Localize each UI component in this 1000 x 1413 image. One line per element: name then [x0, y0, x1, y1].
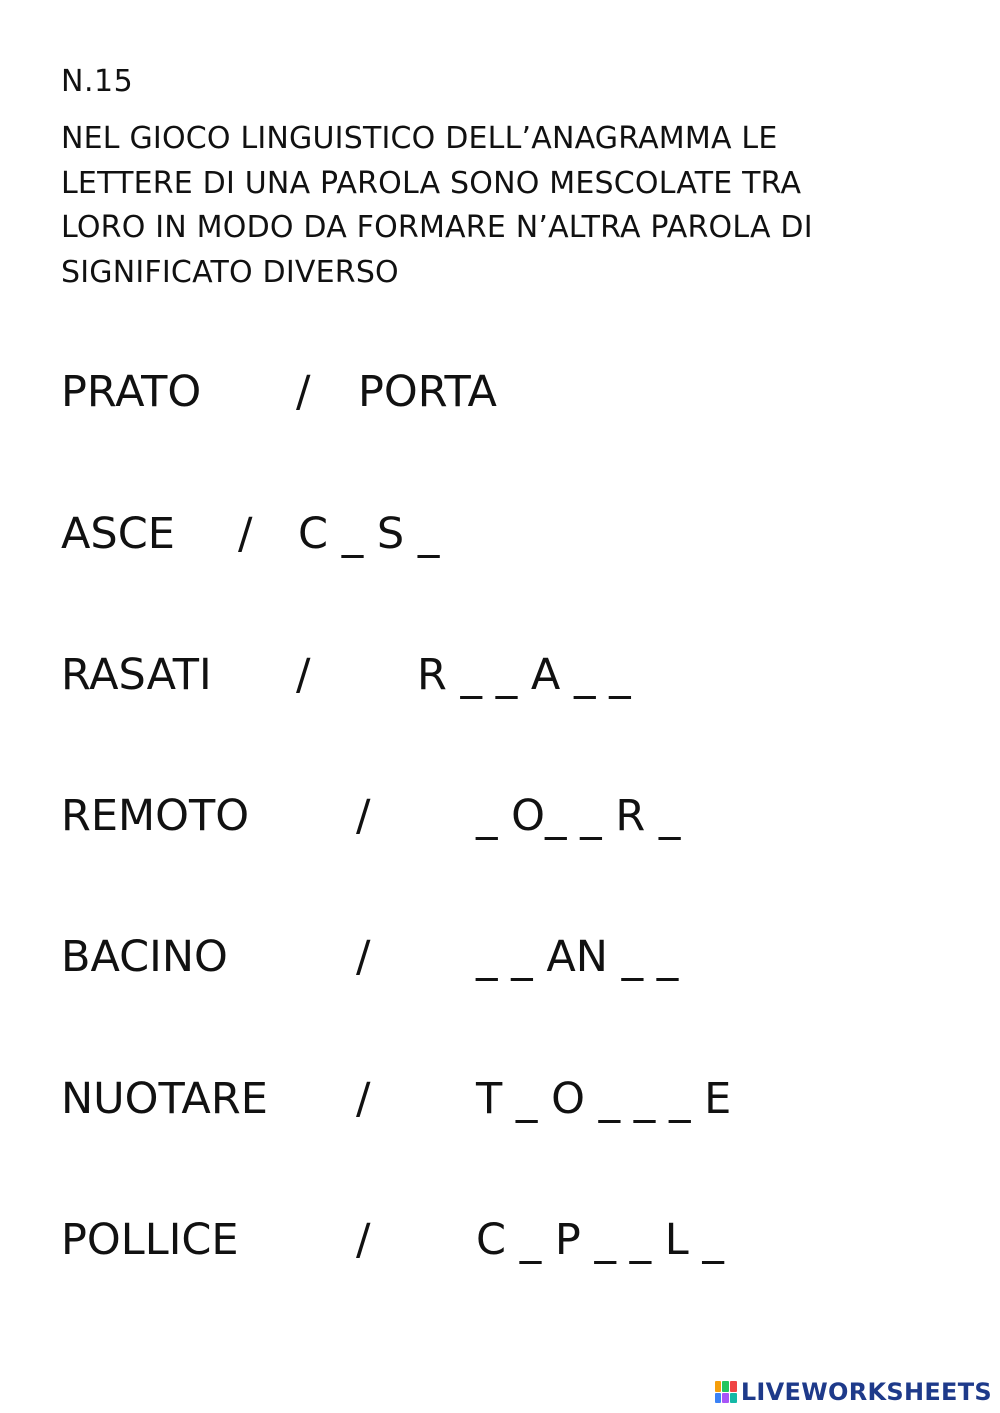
anagram-word: RASATI	[61, 650, 212, 700]
instructions-line: LORO IN MODO DA FORMARE N’ALTRA PAROLA DI	[61, 210, 813, 245]
logo-mark-cell	[730, 1381, 737, 1392]
logo-mark-cell	[722, 1393, 729, 1404]
page-number: N.15	[61, 64, 134, 99]
anagram-answer[interactable]: R _ _ A _ _	[417, 650, 631, 700]
logo-mark-cell	[715, 1393, 722, 1404]
anagram-word: NUOTARE	[61, 1074, 268, 1124]
anagram-answer[interactable]: _ O_ _ R _	[476, 791, 681, 841]
instructions-line: SIGNIFICATO DIVERSO	[61, 254, 399, 290]
separator: /	[238, 509, 253, 559]
separator: /	[356, 1215, 371, 1265]
liveworksheets-logo[interactable]	[715, 1379, 992, 1405]
instructions-line: LETTERE DI UNA PAROLA SONO MESCOLATE TRA	[61, 165, 802, 201]
anagram-answer[interactable]: _ _ AN _ _	[476, 932, 679, 982]
anagram-word: REMOTO	[61, 791, 250, 841]
separator: /	[296, 367, 311, 417]
instructions	[61, 117, 961, 295]
anagram-word: ASCE	[61, 509, 175, 559]
separator: /	[356, 932, 371, 982]
anagram-answer[interactable]: C _ S _	[298, 509, 440, 559]
anagram-word: BACINO	[61, 932, 228, 982]
logo-mark-cell	[715, 1381, 722, 1392]
anagram-answer[interactable]: C _ P _ _ L _	[476, 1215, 724, 1265]
anagram-answer[interactable]: T _ O _ _ _ E	[476, 1074, 732, 1124]
logo-mark-cell	[730, 1393, 737, 1404]
logo-text: LIVEWORKSHEETS	[740, 1378, 992, 1406]
separator: /	[296, 650, 311, 700]
separator: /	[356, 1074, 371, 1124]
instructions-line: NEL GIOCO LINGUISTICO DELL’ANAGRAMMA LE	[61, 121, 778, 156]
anagram-answer[interactable]: PORTA	[358, 367, 497, 417]
separator: /	[356, 791, 371, 841]
anagram-word: POLLICE	[61, 1215, 239, 1265]
liveworksheets-logo-icon	[715, 1381, 737, 1403]
anagram-word: PRATO	[61, 367, 202, 417]
logo-mark-cell	[722, 1381, 729, 1392]
